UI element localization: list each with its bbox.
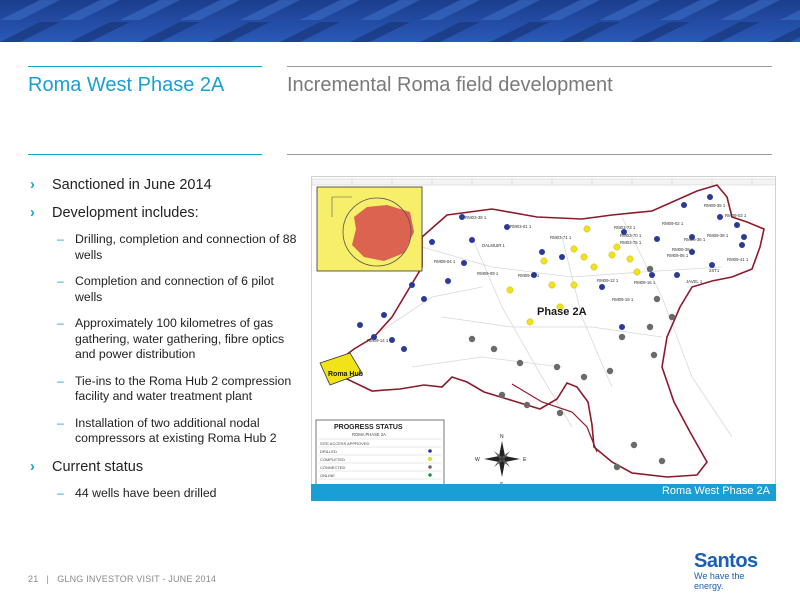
dash-marker-icon: – [57,415,64,430]
svg-text:2ST1: 2ST1 [709,268,720,273]
title-rule-right-bottom [287,154,772,155]
svg-text:RM09-14 1: RM09-14 1 [367,338,389,343]
dash-marker-icon: – [57,485,64,500]
bullet-item: › Sanctioned in June 2014 [30,177,212,193]
svg-text:RM09-38 1: RM09-38 1 [707,233,729,238]
field-map-drawing [312,177,776,501]
svg-text:W: W [475,457,480,463]
title-rule-right-top [287,66,772,67]
svg-text:RM09-09 1: RM09-09 1 [477,271,499,276]
dash-marker-icon: – [57,316,64,330]
slide-title: Roma West Phase 2A [28,74,225,96]
svg-text:RM03-75 1: RM03-75 1 [620,240,642,245]
sub-bullet-item: – 44 wells have been drilled [57,485,217,500]
logo-name: Santos [694,550,758,572]
hub-label: Roma Hub [328,371,363,378]
legend-subtitle: ROMA PHASE 2A [352,432,386,437]
header-band-pattern [0,0,800,42]
sub-bullet-item: – Drilling, completion and connection of 88 wells [57,232,297,262]
svg-text:RM09-10 1: RM09-10 1 [518,273,540,278]
svg-text:RM09-06 1: RM09-06 1 [667,253,689,258]
header-band [0,0,800,42]
svg-text:RM09-02 1: RM09-02 1 [662,221,684,226]
svg-text:RM09-35 1: RM09-35 1 [704,203,726,208]
svg-text:RM03-70 1: RM03-70 1 [620,233,642,238]
title-rule-left-top [28,66,262,67]
page-number: 21 [28,574,39,584]
svg-text:RM09-41 1: RM09-41 1 [727,257,749,262]
dash-marker-icon: – [57,232,64,246]
bullet-marker-icon: › [30,177,35,193]
svg-text:RM09-04 1: RM09-04 1 [434,259,456,264]
dash-marker-icon: – [57,274,64,288]
bullet-marker-icon: › [30,458,35,475]
dash-marker-icon: – [57,373,64,388]
footer [28,574,216,584]
svg-text:RM03-71 1: RM03-71 1 [550,235,572,240]
svg-text:RM09-19 1: RM09-19 1 [612,297,634,302]
logo-tagline: We have the energy. [694,571,745,591]
legend-row-label: DRILLED [320,449,337,454]
field-map [311,176,776,501]
sub-bullet-item: – Installation of two additional nodal compressors at existing Roma Hub 2 [57,415,277,445]
map-caption-bar [311,484,776,501]
bullet-marker-icon: › [30,205,35,221]
sub-bullet-item: – Completion and connection of 6 pilot wells [57,274,274,304]
legend-row-label: ONLINE [320,473,335,478]
bullet-item: › Development includes: [30,205,199,221]
sub-bullet-item: – Tie-ins to the Roma Hub 2 compression facility and water treatment plant [57,373,292,403]
santos-logo [694,550,776,591]
legend-row-label: SITE ACCESS APPROVED [320,441,370,446]
title-rule-left-bottom [28,154,262,155]
svg-text:DALMUIR 1: DALMUIR 1 [482,243,505,248]
sub-bullet-item: – Approximately 100 kilometres of gas gathering, water gathering, fibre optics and power distribution [57,316,285,361]
map-caption: Roma West Phase 2A [661,485,770,497]
bullet-list [30,176,300,512]
svg-text:RM03-38 1: RM03-38 1 [465,215,487,220]
footer-event: GLNG INVESTOR VISIT - JUNE 2014 [57,574,217,584]
footer-separator: | [46,574,50,584]
slide-subtitle: Incremental Roma field development [287,74,613,96]
svg-text:RM09-39 1: RM09-39 1 [672,247,694,252]
svg-text:RM09-16 1: RM09-16 1 [634,280,656,285]
compass-rose-icon [475,434,527,488]
bullet-item: › Current status [30,458,144,475]
legend-row-label: CONNECTED [320,465,346,470]
svg-text:RM03-73 1: RM03-73 1 [614,225,636,230]
svg-text:RM09-12 1: RM09-12 1 [597,278,619,283]
svg-text:JAVEL 1: JAVEL 1 [686,279,703,284]
svg-text:RM09-03 1: RM09-03 1 [725,213,747,218]
svg-text:RM03-01 1: RM03-01 1 [510,224,532,229]
svg-text:N: N [500,434,504,440]
svg-text:RM09-36 1: RM09-36 1 [684,237,706,242]
phase-label: Phase 2A [537,306,587,318]
legend-title: PROGRESS STATUS [334,424,403,431]
svg-text:E: E [523,457,527,463]
legend-row-label: COMPLETED [320,457,345,462]
